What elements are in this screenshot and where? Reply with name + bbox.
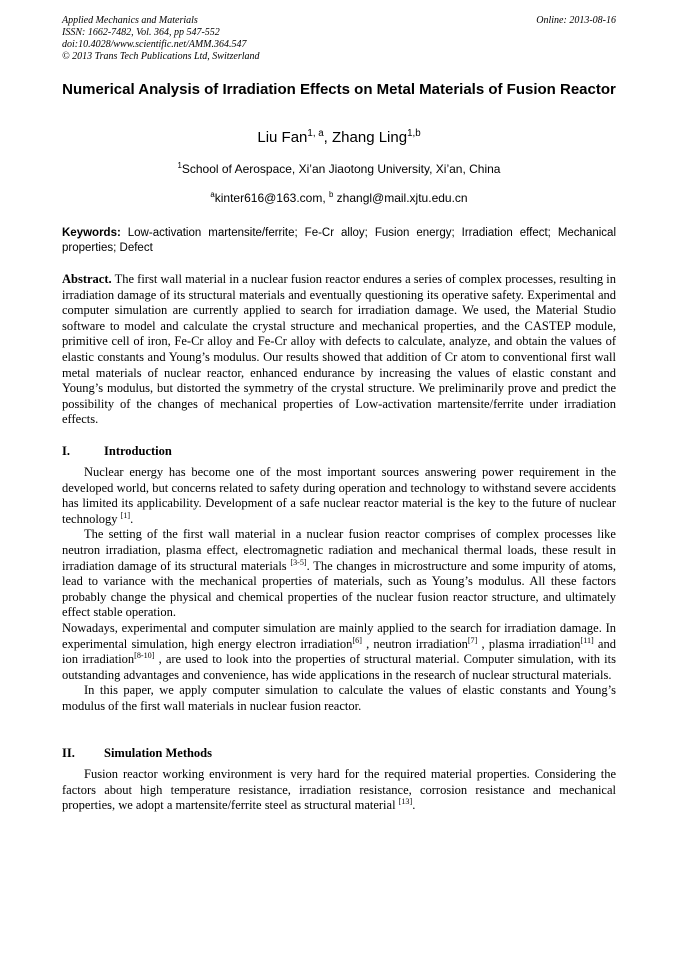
paragraph: [62, 527, 616, 621]
paragraph-text: , are used to look into the properties of structural material. Computer simulation, with its outstanding advantages and convenience, has wide applications in the research of nuclear structural materials.: [62, 652, 616, 682]
email-line: [62, 190, 616, 206]
citation: [1]: [120, 510, 131, 520]
keywords-text: Low-activation martensite/ferrite; Fe-Cr alloy; Fusion energy; Irradiation effect; Mechanical properties; Defect: [62, 227, 616, 254]
paragraph-text: , plasma irradiation: [477, 636, 581, 651]
paragraph-text: . The changes in microstructure and some impurity of atoms, lead to variance with the mechanical properties of materials, such as Young’s modulus. All these factors probably change the physical and chemical properties of the nuclear fusion reactor structure, and ultimately effect stable operation.: [62, 558, 617, 620]
author-name: Zhang Ling: [332, 129, 408, 146]
doi-line: doi:10.4028/www.scientific.net/AMM.364.547: [62, 39, 247, 50]
abstract-text: The first wall material in a nuclear fusion reactor endures a series of complex processes, resulting in irradiation damage of its structural materials and eventually questioning its operative safety. Experimental and computer simulation are currently applied to search for irradiation damage. We used, the Material Studio software to model and calculate the crystal structure and mechanical properties, and the CASTEP module, primitive cell of iron, Fe-Cr alloy and Fe-Cr alloy with defects to calculate, analyze, and obtain the values of elastic constants and Young’s modulus. Our results showed that addition of Cr atom to conventional first wall metal materials of nuclear reactor, enhanced endurance by increasing the values of elastic constant and Young’s modulus, but distorted the symmetry of the crystal structure. We preliminarily prove and predict the possibility of the changes of mechanical properties of Low-activation martensite/ferrite under irradiation effects.: [62, 272, 616, 427]
section-heading: [62, 443, 616, 459]
section-title: Introduction: [104, 444, 172, 458]
email-address: kinter616@163.com,: [214, 191, 329, 205]
paragraph-text: Nuclear energy has become one of the most important sources answering power requirement in the developed world, but concerns related to safety during operation and technology to withstand severe accidents has limited its applicability. Development of a safe nuclear reactor material is the key to the future of nuclear technology: [62, 465, 616, 526]
section-number: II.: [62, 746, 75, 760]
author-affiliation-mark: 1,b: [407, 128, 421, 139]
section-simulation-methods: [62, 745, 616, 814]
author-affiliation-mark: 1, a: [307, 128, 324, 139]
issn-line: ISSN: 1662-7482, Vol. 364, pp 547-552: [62, 27, 220, 38]
email-address: zhangl@mail.xjtu.edu.cn: [333, 191, 468, 205]
abstract-label: Abstract.: [62, 272, 112, 286]
paragraph: In this paper, we apply computer simulation to calculate the values of elastic constants and Young’s modulus of the first wall materials in nuclear fusion reactor.: [62, 683, 616, 713]
keywords-label: Keywords:: [62, 227, 121, 239]
paragraph: [62, 621, 616, 683]
paragraph: [62, 465, 616, 527]
citation: [8-10]: [134, 650, 155, 660]
online-date: Online: 2013-08-16: [536, 15, 616, 26]
affiliation-text: School of Aerospace, Xi’an Jiaotong University, Xi’an, China: [181, 162, 501, 176]
affiliation: [62, 161, 616, 177]
paragraph-text: The setting of the first wall material in a nuclear fusion reactor comprises of complex processes like neutron irradiation, plasma effect, electromagnetic radiation and mechanical thermal loads, these result in irradiation damage of its structural materials: [62, 527, 616, 573]
journal-header: [62, 15, 616, 63]
paragraph-text: and ion irradiation: [62, 636, 616, 667]
paragraph-text: .: [130, 511, 134, 526]
citation: [13]: [398, 797, 413, 807]
paragraph-text: , neutron irradiation: [361, 636, 468, 651]
section-heading: [62, 745, 616, 761]
section-title: Simulation Methods: [104, 746, 213, 760]
abstract-block: [62, 272, 616, 428]
citation: [7]: [467, 635, 478, 645]
citation: [11]: [580, 635, 594, 645]
author-separator: ,: [323, 129, 333, 146]
author-name: Liu Fan: [257, 129, 308, 146]
citation: [6]: [352, 635, 362, 645]
journal-name: Applied Mechanics and Materials: [62, 15, 198, 26]
paragraph-text: Fusion reactor working environment is very hard for the required material properties. Considering the factors about high temperature resistance, irradiation resistance, corrosion resistance and mechanical properties, we adopt a martensite/ferrite steel as structural material: [62, 767, 616, 813]
citation: [3-5]: [290, 557, 307, 567]
email-mark: b: [329, 190, 334, 199]
section-number: I.: [62, 444, 70, 458]
paragraph: [62, 767, 616, 814]
section-introduction: [62, 443, 616, 715]
paragraph-text: .: [412, 798, 416, 813]
keywords-block: [62, 226, 616, 256]
affiliation-mark: 1: [177, 161, 182, 170]
copyright-line: © 2013 Trans Tech Publications Ltd, Switzerland: [62, 51, 260, 62]
paper-title: Numerical Analysis of Irradiation Effects on Metal Materials of Fusion Reactor: [62, 81, 616, 98]
paragraph-text: Nowadays, experimental and computer simulation are mainly applied to the search for irradiation damage. In experimental simulation, high energy electron irradiation: [62, 620, 616, 651]
author-list: [62, 128, 616, 148]
email-mark: a: [210, 190, 215, 199]
